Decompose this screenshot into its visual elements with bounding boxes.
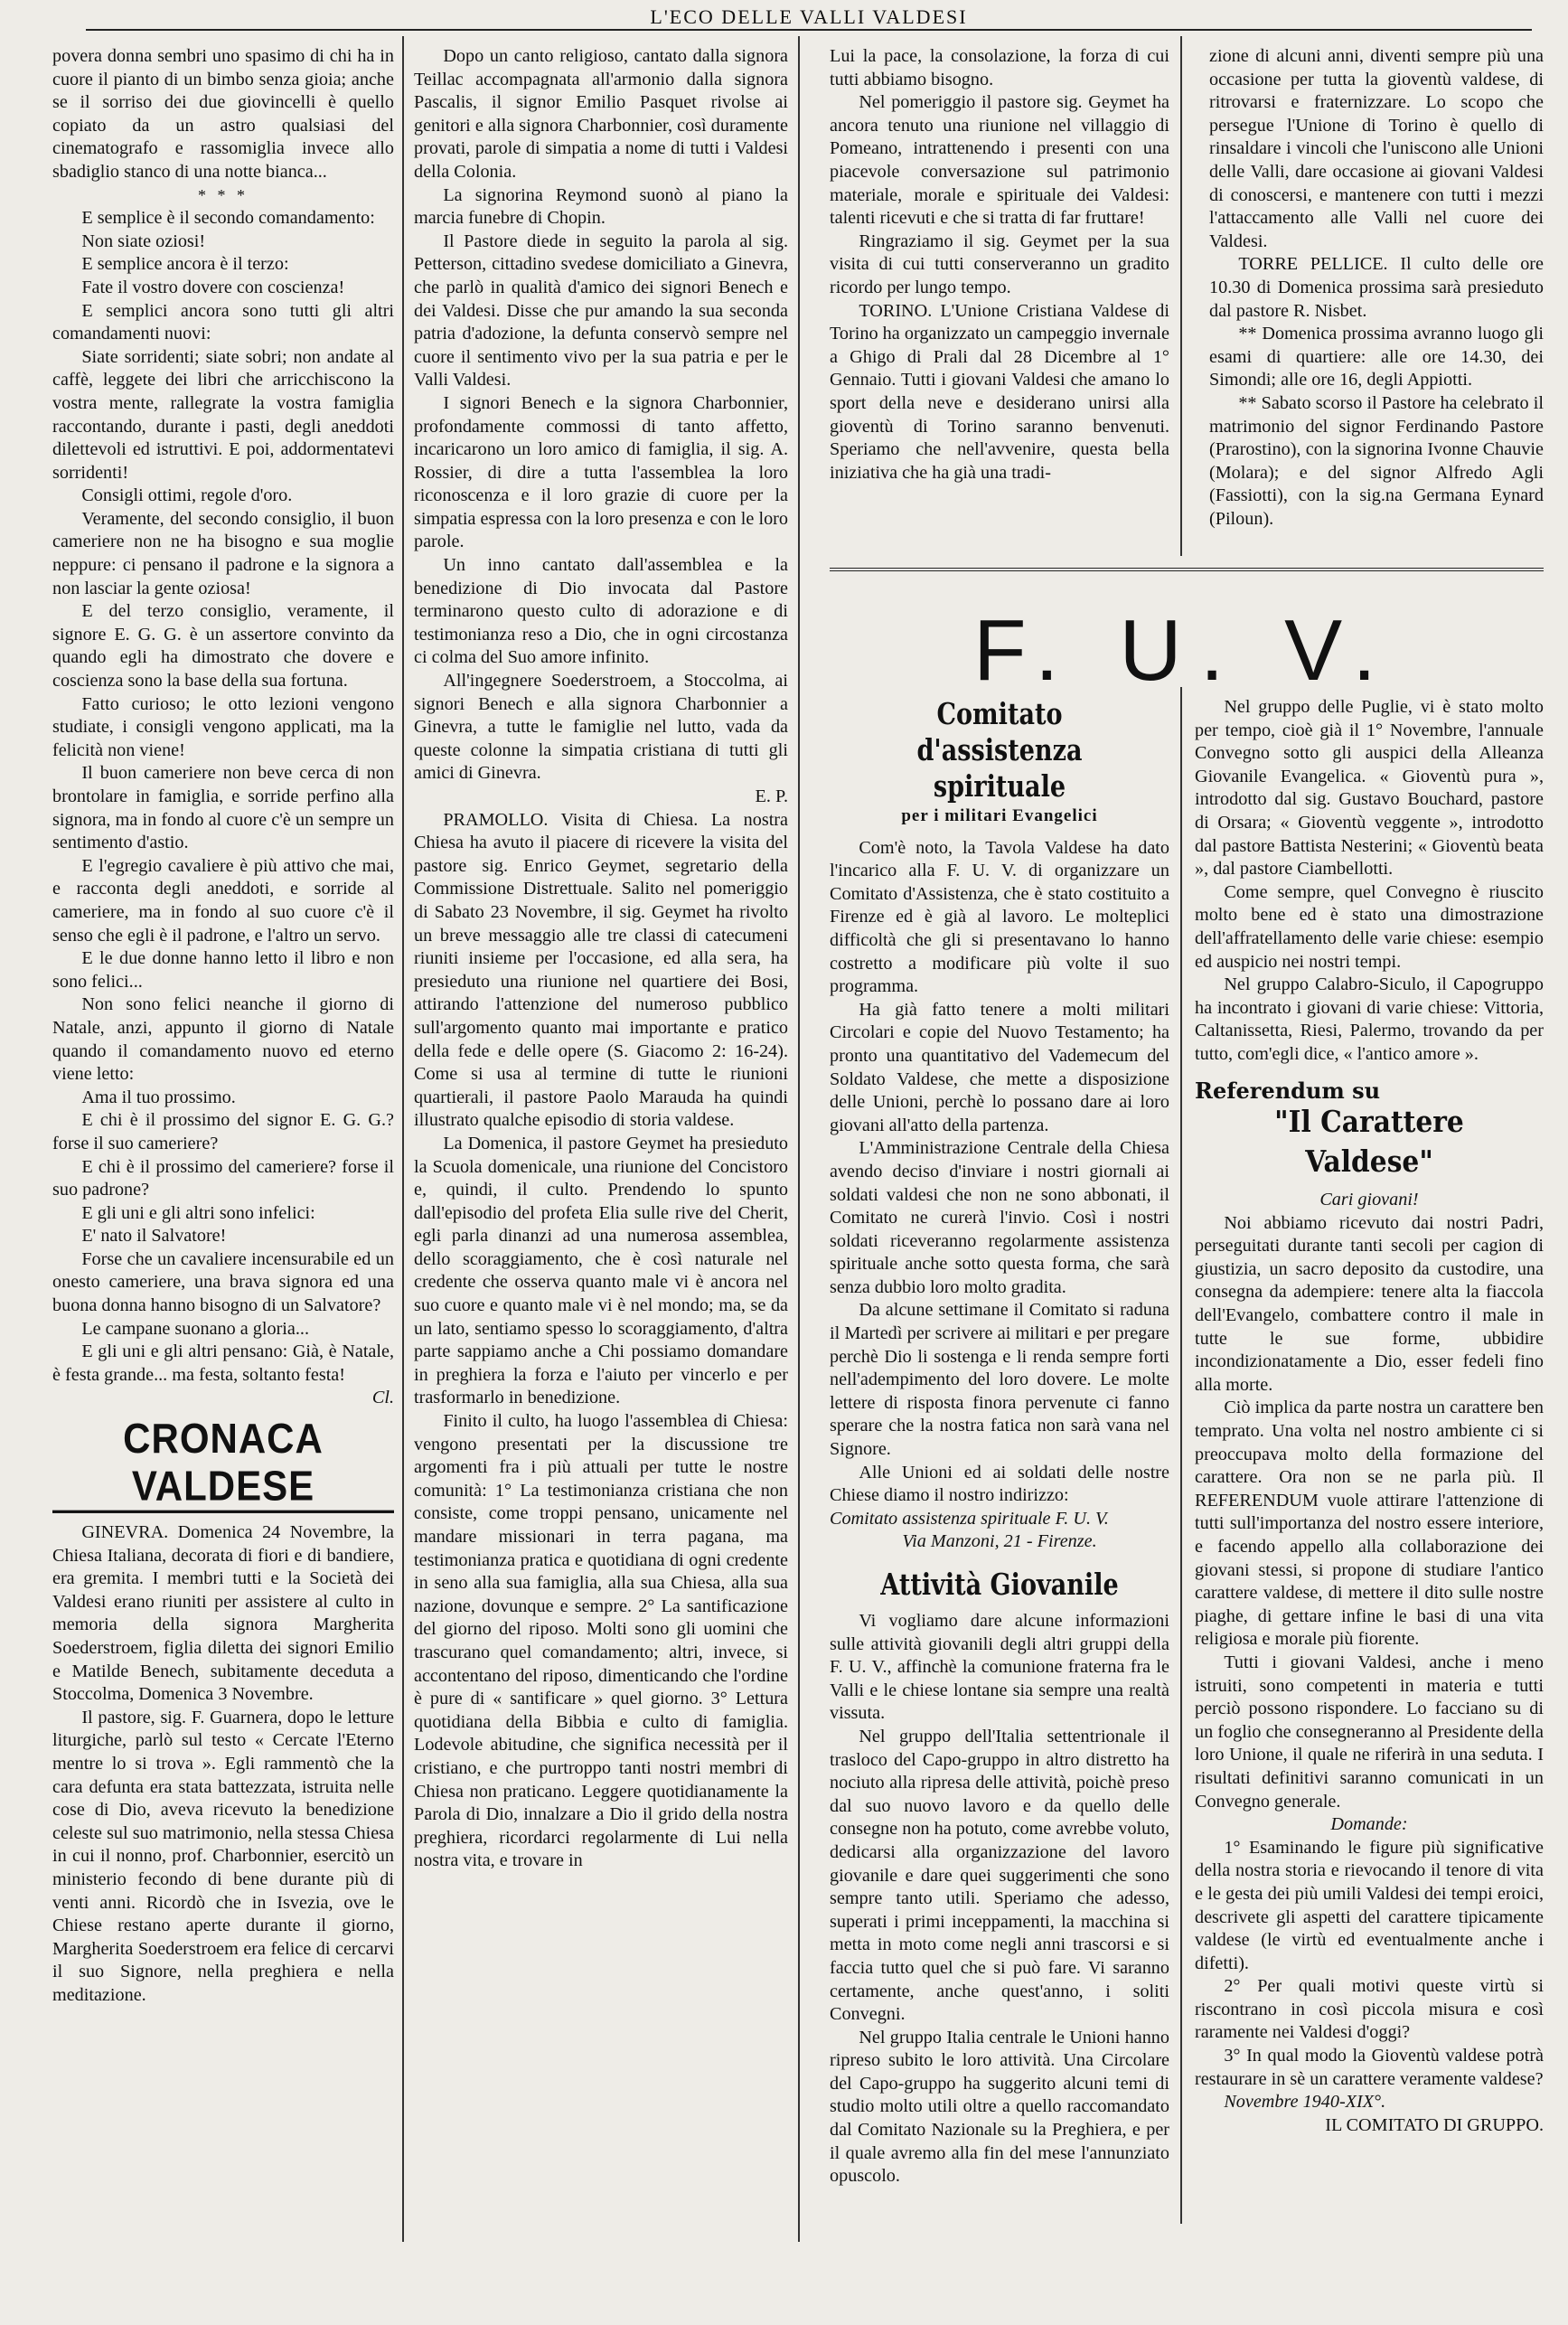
article-paragraph: E chi è il prossimo del cameriere? forse il suo padrone? <box>52 1156 394 1200</box>
article-paragraph: Alle Unioni ed ai soldati delle nostre Chiese diamo il nostro indirizzo: <box>830 1462 1169 1506</box>
article-paragraph: ** Domenica prossima avranno luogo gli esami di quartiere: alle ore 14.30, dei Simondi; alle ore 16, degli Appiotti. <box>1209 324 1544 391</box>
column-2 <box>414 45 788 2242</box>
article-paragraph: Fatto curioso; le otto lezioni vengono studiate, i consigli vengono applicati, ma la felicità non viene! <box>52 693 394 760</box>
section-title-cronaca: CRONACA VALDESE <box>52 1415 394 1513</box>
article-paragraph: ** Sabato scorso il Pastore ha celebrato il matrimonio del signor Ferdinando Pastore (Prarostino), con la signorina Ivonne Chauvie (Molara); e del signor Alfredo Agli (Fassiotti), con la sig.na Germana Eynard (Piloun). <box>1209 392 1544 529</box>
article-paragraph: E semplice ancora è il terzo: <box>81 254 289 275</box>
article-paragraph: Le campane suonano a gloria... <box>81 1318 309 1339</box>
referendum-label: Referendum su <box>1195 1077 1381 1104</box>
article-paragraph: Come sempre, quel Convegno è riuscito molto bene ed è stato una dimostrazione dell'affratellamento delle varie chiese: esempio ed auspicio nei nostri tempi. <box>1195 881 1544 972</box>
article-paragraph: TORRE PELLICE. Il culto delle ore 10.30 di Domenica prossima sarà presieduto dal pastore R. Nisbet. <box>1209 254 1544 321</box>
article-paragraph: Tutti i giovani Valdesi, anche i meno istruiti, sono competenti in materia e tutti perciò possono rispondere. Lo facciano su di un foglio che consegneranno al Presidente della loro Unione, il quale ne riferirà in una seduta. I risultati definitivi saranno comunicati in un Convegno generale. <box>1195 1652 1544 1812</box>
signed-by: IL COMITATO DI GRUPPO. <box>1325 2114 1544 2135</box>
article-paragraph: TORINO. L'Unione Cristiana Valdese di Torino ha organizzato un campeggio invernale a Ghigo di Prali dal 28 Dicembre al 1° Gennaio. Tutti i giovani Valdesi che amano lo sport della neve e desiderano unirsi alla gioventù di Torino saranno benvenuti. Speriamo che nell'avvenire, questa bella iniziativa che ha già una tradi- <box>830 300 1169 483</box>
article-paragraph: E chi è il prossimo del signor E. G. G.? forse il suo cameriere? <box>52 1110 394 1153</box>
article-paragraph: All'ingegnere Soederstroem, a Stoccolma, ai signori Benech e alla signora Charbonnier a Ginevra, a tutte le famiglie nel lutto, vada da queste colonne la simpatia cristiana di tutti gli amici di Ginevra. <box>414 671 788 784</box>
article-paragraph: Finito il culto, ha luogo l'assemblea di Chiesa: vengono presentati per la discussione tre argomenti fra i più attuali per tutte le nostre comunità: 1° La testimonianza cristiana che non consiste, come troppi pensano, unicamente nel mandare missionari in terra pagana, ma testimonianza pratica e quotidiana di ogni credente in seno alla sua famiglia, alla sua Chiesa, alla sua nazione, dovunque e sempre. 2° La santificazione del giorno del riposo. Molti sono gli uomini che trascurano quel comandamento; altri, invece, si accontentano del riposo, dimenticando che l'ordine è pure di « santificare » quel giorno. 3° Lettura quotidiana della Bibbia e culto di famiglia. Lodevole abitudine, che significa necessità per il cristiano, e che purtroppo tanti nostri membri di Chiesa non praticano. Leggere quotidianamente la Parola di Dio, innalzare a Dio il grido della nostra preghiera, ricordarci regolarmente di Lui nella nostra vita, e trovare in <box>414 1411 788 1871</box>
article-paragraph: Non sono felici neanche il giorno di Natale, anzi, appunto il giorno di Natale quando il comandamento nuovo ed eterno viene letto: <box>52 994 394 1085</box>
article-paragraph: E semplice è il secondo comandamento: <box>81 208 375 229</box>
section-rule <box>830 568 1544 571</box>
article-paragraph: povera donna sembri uno spasimo di chi ha in cuore il pianto di un bimbo senza gioia; anche se il sorriso dei due giovincelli è quello copiato da un astro qualsiasi del cinematografo e rassomiglia invece allo sbadiglio stanco di una notte bianca... <box>52 46 394 182</box>
article-paragraph: L'Amministrazione Centrale della Chiesa avendo deciso d'inviare i nostri giornali ai soldati valdesi che non ne sono abbonati, il Comitato ne curerà l'invio. Così i nostri soldati riceveranno regolarmente assistenza spirituale anche sotto questa forma, che sarà senza dubbio loro molto gradita. <box>830 1138 1169 1297</box>
article-paragraph: I signori Benech e la signora Charbonnier, profondamente commossi di tanto affetto, incaricarono un loro amico di famiglia, il sig. A. Rossier, di dire a tutta l'assemblea la loro riconoscenza e il loro grazie di cuore per la simpatia espressa con la loro presenza e con le loro parole. <box>414 392 788 552</box>
masthead: L'ECO DELLE VALLI VALDESI <box>86 5 1532 31</box>
column-4-top <box>1209 45 1544 560</box>
question: 3° In qual modo la Gioventù valdese potrà restaurare in sè un carattere veramente valdese? <box>1195 2046 1544 2089</box>
column-rule <box>798 36 800 2242</box>
column-1 <box>52 45 394 2242</box>
question: 2° Per quali motivi queste virtù si riscontrano in così piccola misura e così raramente nei Valdesi d'oggi? <box>1195 1976 1544 2043</box>
article-paragraph: Il Pastore diede in seguito la parola al sig. Petterson, cittadino svedese domiciliato a Ginevra, che parlò in qualità d'amico dei signori Benech e dei Valdesi. Disse che pur amando la sua seconda patria d'adozione, la defunta conservò sempre nel cuore il sentimento vivo per la sua patria e per le Valli Valdesi. <box>414 231 788 391</box>
article-paragraph: E semplici ancora sono tutti gli altri comandamenti nuovi: <box>52 300 394 344</box>
article-paragraph: Ciò implica da parte nostra un carattere ben temprato. Una volta nel nostro ambiente ci si preoccupava molto della formazione del carattere. Ora non se ne parla più. Il REFERENDUM vuole attirare l'attenzione di tutti sull'importanza del nostro essere interiore, e facendo appello alla collaborazione dei giovani stessi, si propone di studiare l'antico carattere valdese, di mettere il dito sulle nostre piaghe, di gettare infine le basi di una vita religiosa e morale più fiorente. <box>1195 1398 1544 1650</box>
article-paragraph: E gli uni e gli altri sono infelici: <box>81 1202 315 1223</box>
column-4-bottom <box>1195 696 1544 2242</box>
article-paragraph: Ama il tuo prossimo. <box>81 1087 236 1107</box>
article-paragraph: E l'egregio cavaliere è più attivo che mai, e racconta degli aneddoti, e sorride al cameriere, ma in fondo al suo cuore c'è il senso che egli è il padrone, e l'altro un servo. <box>52 855 394 946</box>
article-paragraph: Vi vogliamo dare alcune informazioni sulle attività giovanili degli altri gruppi della F. U. V., affinchè la comunione fraterna fra le Valli e le chiese lontane sia sempre una realtà vissuta. <box>830 1611 1169 1724</box>
article-paragraph: Forse che un cavaliere incensurabile ed un onesto cameriere, una brava signora ed una buona donna hanno bisogno di un Salvatore? <box>52 1248 394 1316</box>
article-paragraph: Ha già fatto tenere a molti militari Circolari e copie del Nuovo Testamento; ha pronto una quantitativo del Vademecum del Soldato Valdese, che mette a disposizione delle Unioni, perchè lo possano dare ai loro giovani all'atto della partenza. <box>830 999 1169 1135</box>
article-paragraph: Il buon cameriere non beve cerca di non brontolare in famiglia, e sorride perfino alla signora, ma in fondo al cuore c'è un sempre un sentimento d'astio. <box>52 763 394 853</box>
article-paragraph: Nel gruppo delle Puglie, vi è stato molto per tempo, cioè già il 1° Novembre, l'annuale Convegno sotto gli auspici della Alleanza Giovanile Evangelica. « Gioventù pura », introdotto dal sig. Gustavo Bouchard, pastore di Orsara; « Gioventù veggente », introdotto dal pastore Battista Nesterini; « Gioventù beata », dal pastore Ciambellotti. <box>1195 697 1544 880</box>
article-paragraph: PRAMOLLO. Visita di Chiesa. La nostra Chiesa ha avuto il piacere di ricevere la visita del pastore sig. Enrico Geymet, segretario della Commissione Distrettuale. Salito nel pomeriggio di Sabato 23 Novembre, il sig. Geymet ha rivolto un breve messaggio alle tre classi di catecumeni riuniti insieme per l'occasione, ed alla sera, ha presieduto una riunione nel quartiere dei Bosi, attirando l'attenzione del numeroso pubblico sull'argomento quanto mai importante e pratico della fede e delle opere (S. Giacomo 2: 16-24). Come si usa al termine di tutte le riunioni quartierali, il pastore Paolo Marauda ha quindi illustrato qualche episodio di storia valdese. <box>414 809 788 1131</box>
article-paragraph: Nel pomeriggio il pastore sig. Geymet ha ancora tenuto una riunione nel villaggio di Pomeano, intrattenendo i presenti con una piacevole conversazione sul patrimonio materiale, morale e spirituale dei Valdesi: talenti ricevuti e che si tratta di far fruttare! <box>830 92 1169 229</box>
column-3-bottom <box>830 696 1169 2242</box>
article-paragraph: Da alcune settimane il Comitato si raduna il Martedì per scrivere ai militari e per pregare perchè Dio li sostenga e li renda sempre forti nell'adempimento del loro dovere. Le molte lettere di risposta finora pervenute ci fanno sperare che la nostra fatica non sarà vana nel Signore. <box>830 1300 1169 1460</box>
article-paragraph: Com'è noto, la Tavola Valdese ha dato l'incarico alla F. U. V. di organizzare un Comitato d'Assistenza, che è stato costituito a Firenze ed è già al lavoro. Le molteplici difficoltà che gli si presentavano lo hanno costretto a modificare più volte il suo programma. <box>830 837 1169 997</box>
article-paragraph: E' nato il Salvatore! <box>81 1226 227 1247</box>
article-paragraph: La signorina Reymond suonò al piano la marcia funebre di Chopin. <box>414 184 788 229</box>
heading-comitato: Comitato d'assistenza spirituale <box>916 696 1083 804</box>
article-paragraph: Un inno cantato dall'assemblea e la benedizione di Dio invocata dal Pastore terminarono questo culto di adorazione e di testimonianza reso a Dio, che in ogni circostanza ci colma del Suo amore infinito. <box>414 555 788 668</box>
article-paragraph: Veramente, del secondo consiglio, il buon cameriere non ne ha bisogno e sua moglie neppure: ci pensano il padrone e la signora a non lasciar la gente oziosa! <box>52 508 394 598</box>
greeting: Cari giovani! <box>1319 1190 1419 1210</box>
article-paragraph: zione di alcuni anni, diventi sempre più una occasione per tutta la gioventù valdese, di ritrovarsi e fraternizzare. Lo scopo che persegue l'Unione di Torino è quello di rinsaldare i vincoli che l'uniscono alle Unioni delle Valli, dare occasione ai giovani Valdesi di conoscersi, e mantenere con tutti i mezzi l'attaccamento alle Valli nel cuore dei Valdesi. <box>1209 46 1544 251</box>
section-stars: * * * <box>198 185 249 204</box>
article-paragraph: Ringraziamo il sig. Geymet per la sua visita di cui tutti conserveranno un gradito ricordo per lungo tempo. <box>830 231 1169 297</box>
subheading-militari: per i militari Evangelici <box>901 806 1098 825</box>
date-line: Novembre 1940-XIX°. <box>1224 2092 1386 2113</box>
article-paragraph: Consigli ottimi, regole d'oro. <box>81 485 293 506</box>
heading-attivita-giovanile: Attività Giovanile <box>880 1567 1119 1602</box>
question: 1° Esaminando le figure più significative della nostra storia e rievocando il tenore di vita e le gesta dei più umili Valdesi dei tempi eroici, descrivete gli aspetti del carattere tipicamente valdese (le virtù ed eventualmente anche i difetti). <box>1195 1837 1544 1973</box>
referendum-title: "Il Carattere Valdese" <box>1274 1104 1464 1180</box>
address-line: Comitato assistenza spirituale F. U. V. <box>830 1508 1109 1529</box>
article-paragraph: E le due donne hanno letto il libro e non sono felici... <box>52 948 394 992</box>
address-line: Via Manzoni, 21 - Firenze. <box>902 1531 1097 1552</box>
column-rule <box>1180 687 1182 2224</box>
domande-label: Domande: <box>1330 1814 1408 1835</box>
article-paragraph: Lui la pace, la consolazione, la forza di cui tutti abbiamo bisogno. <box>830 46 1169 89</box>
article-paragraph: Nel gruppo Calabro-Siculo, il Capogruppo ha incontrato i giovani di varie chiese: Vittoria, Caltanissetta, Riesi, Palermo, trovando da per tutto, com'egli dice, « l'antico amore ». <box>1195 974 1544 1064</box>
column-rule <box>402 36 404 2242</box>
article-signature: E. P. <box>755 786 788 806</box>
article-signature: Cl. <box>371 1388 394 1408</box>
article-paragraph: Dopo un canto religioso, cantato dalla signora Teillac accompagnata all'armonio dalla signora Pascalis, il signor Emilio Pasquet rivolse ai genitori e alla signora Charbonnier, così duramente provati, parole di simpatia a nome di tutti i Valdesi della Colonia. <box>414 46 788 182</box>
article-paragraph: Fate il vostro dovere con coscienza! <box>81 277 345 297</box>
column-rule <box>1180 36 1182 556</box>
fuv-banner-title: F. U. V. <box>973 602 1394 699</box>
article-paragraph: E del terzo consiglio, veramente, il signore E. G. G. è un assertore convinto da quando egli ha dimostrato che dovere e coscienza sono la base della sua fortuna. <box>52 601 394 692</box>
article-paragraph: Non siate oziosi! <box>81 231 206 251</box>
article-paragraph: Nel gruppo Italia centrale le Unioni hanno ripreso subito le loro attività. Una Circolare del Capo-gruppo ha suggerito alcuni temi di studio molto utili oltre a quello raccomandato dal Comitato Nazionale su la Preghiera, e per il quale avremo alla fin del mese l'annunziato opuscolo. <box>830 2027 1169 2187</box>
article-paragraph: E gli uni e gli altri pensano: Già, è Natale, è festa grande... ma festa, soltanto festa! <box>52 1341 394 1385</box>
article-paragraph: Noi abbiamo ricevuto dai nostri Padri, perseguitati durante tanti secoli per cagion di giustizia, un sacro deposito da custodire, una consegna da adempiere: tenere alta la fiaccola dell'Evangelo, combattere contro il male in tutte le sue forme, ubbidire incondizionatamente a Dio, esser fedeli fino alla morte. <box>1195 1212 1544 1395</box>
column-3-top <box>830 45 1169 560</box>
article-paragraph: Il pastore, sig. F. Guarnera, dopo le letture liturgiche, parlò sul testo « Cercate l'Eterno mentre lo si trova ». Egli rammentò che la cara defunta era stata battezzata, istruita nelle cose di Dio, aveva ricevuto la benedizione celeste sul suo matrimonio, nella stessa Chiesa in cui il nonno, prof. Charbonnier, esercitò un ministerio fecondo di bene durante più di venti anni. Ricordò che in Isvezia, ove le Chiese restano aperte durante il giorno, Margherita Soederstroem era felice di cercarvi il suo Signore, nella preghiera e nella meditazione. <box>52 1707 394 2005</box>
article-paragraph: GINEVRA. Domenica 24 Novembre, la Chiesa Italiana, decorata di fiori e di bandiere, era gremita. I membri tutti e la Società dei Valdesi erano riuniti per assistere al culto in memoria della signora Margherita Soederstroem, figlia diletta dei signori Emilio e Matilde Benech, subitamente deceduta a Stoccolma, Domenica 3 Novembre. <box>52 1522 394 1705</box>
article-paragraph: Siate sorridenti; siate sobri; non andate al caffè, leggete dei libri che arricchiscono la vostra mente, rallegrate la vostra famiglia raccontando, durante i pasti, degli aneddoti dilettevoli ed istruttivi. E poi, addormentatevi sorridenti! <box>52 346 394 483</box>
article-paragraph: La Domenica, il pastore Geymet ha presieduto la Scuola domenicale, una riunione del Concistoro e, quindi, il culto. Prendendo lo spunto dall'episodio del profeta Elia sulle rive del Cherit, egli parla dinanzi ad una numerosa assemblea, dello scoraggiamento, che è così naturale nel credente che osserva quanto male vi è ancora nel suo cuore e quanto male vi è nel mondo; ma, se da un lato, sentiamo spesso lo scoraggiamento, d'altra parte sappiamo anche a Chi possiamo domandare in preghiera la forza e l'aiuto per vincerlo e per trasformarlo in benedizione. <box>414 1133 788 1408</box>
article-paragraph: Nel gruppo dell'Italia settentrionale il trasloco del Capo-gruppo in altro distretto ha nociuto alla ripresa delle attività, poichè preso dal suo nuovo lavoro e da quello delle consegne non ha potuto, come avrebbe voluto, dedicarsi alla organizzazione del lavoro giovanile e dare quei suggerimenti che sono sempre tanto utili. Speriamo che adesso, superati i primi inceppamenti, la macchina si metta in moto come negli anni trascorsi e si faccia tutto quel che si può fare. Vi saranno certamente, anche quest'anno, i soliti Convegni. <box>830 1726 1169 2025</box>
